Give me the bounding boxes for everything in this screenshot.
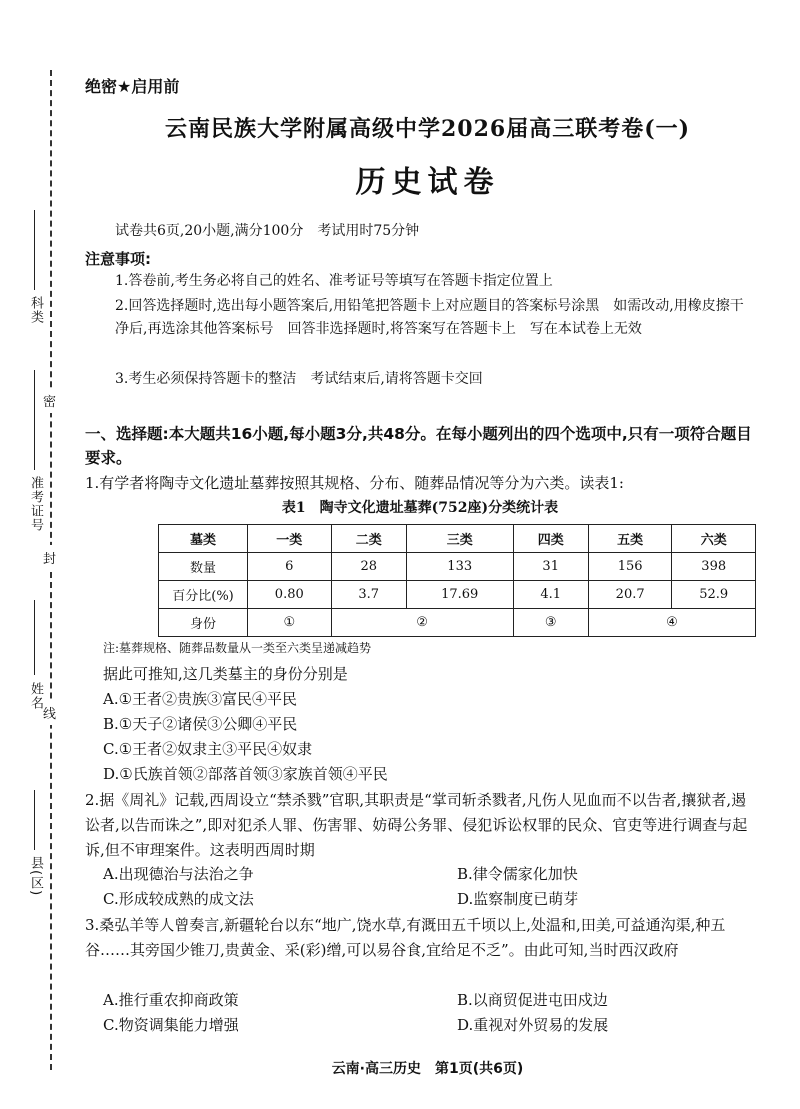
table-cell: 一类 <box>248 525 332 553</box>
county-label: 县(区) <box>28 856 43 897</box>
seal-char-feng: 封 <box>43 545 56 570</box>
notice-item-3: 3.考生必须保持答题卡的整洁 考试结束后,请将答题卡交回 <box>115 371 483 387</box>
q3-option-b: B.以商贸促进屯田戍边 <box>457 991 608 1009</box>
table-cell: 28 <box>331 553 406 581</box>
exam-meta: 试卷共6页,20小题,满分100分 考试用时75分钟 <box>115 223 420 239</box>
table-cell: 五类 <box>588 525 672 553</box>
exam-id-blank <box>34 370 35 470</box>
section-heading: 一、选择题:本大题共16小题,每小题3分,共48分。在每小题列出的四个选项中,只有一项符合题目要求。 <box>85 425 752 467</box>
table-cell: ② <box>331 609 513 637</box>
table-cell: 百分比(%) <box>159 581 248 609</box>
q1-stem: 1.有学者将陶寺文化遗址墓葬按照其规格、分布、随葬品情况等分为六类。读表1: <box>85 474 624 492</box>
table-cell: 二类 <box>331 525 406 553</box>
table-cell: 六类 <box>672 525 756 553</box>
table-cell: 31 <box>513 553 588 581</box>
q2-option-c: C.形成较成熟的成文法 <box>103 890 254 908</box>
exam-id-label: 准考证号 <box>28 476 43 532</box>
table-row <box>159 553 756 581</box>
table-cell: 四类 <box>513 525 588 553</box>
q3-option-a: A.推行重农抑商政策 <box>103 991 239 1009</box>
exam-id-field <box>18 370 52 550</box>
table-cell: 3.7 <box>331 581 406 609</box>
table-cell: 52.9 <box>672 581 756 609</box>
table-row <box>159 581 756 609</box>
county-field <box>18 790 52 920</box>
seal-char-mi: 密 <box>43 388 56 413</box>
subject-title: 历史试卷 <box>355 165 500 200</box>
table-cell: 0.80 <box>248 581 332 609</box>
q3-option-d: D.重视对外贸易的发展 <box>457 1016 609 1034</box>
seal-char-xian: 线 <box>43 700 56 725</box>
page-footer: 云南·高三历史 第1页(共6页) <box>331 1061 524 1077</box>
table-cell: 17.69 <box>406 581 513 609</box>
table-cell: 数量 <box>159 553 248 581</box>
notice-heading: 注意事项: <box>85 250 151 268</box>
table-cell: 4.1 <box>513 581 588 609</box>
q2-stem: 2.据《周礼》记载,西周设立“禁杀戮”官职,其职责是“掌司斩杀戮者,凡伤人见血而不以告者,攘狱者,遏讼者,以告而诛之”,即对犯杀人罪、伤害罪、妨碍公务罪、侵犯诉讼权罪的民众、官吏等进行调查与起诉,但不审理案件。这表明西周时期 <box>85 791 748 859</box>
subject-blank <box>34 210 35 290</box>
name-field <box>18 600 52 730</box>
q1-option-d: D.①氏族首领②部落首领③家族首领④平民 <box>103 765 388 783</box>
q2-option-a: A.出现德治与法治之争 <box>103 865 254 883</box>
name-label: 姓名 <box>28 682 43 710</box>
county-blank <box>34 790 35 850</box>
notice-item-2: 2.回答选择题时,选出每小题答案后,用铅笔把答题卡上对应题目的答案标号涂黑 如需改动,用橡皮擦干净后,再选涂其他答案标号 回答非选择题时,将答案写在答题卡上 写在本试卷上无效 <box>115 298 744 337</box>
subject-label: 科类 <box>28 296 43 324</box>
table-cell: 156 <box>588 553 672 581</box>
subject-field <box>18 210 52 340</box>
confidential-mark: 绝密★启用前 <box>85 77 180 96</box>
table-cell: ④ <box>588 609 755 637</box>
q1-option-b: B.①天子②诸侯③公卿④平民 <box>103 715 298 733</box>
table-cell: ① <box>248 609 332 637</box>
name-blank <box>34 600 35 675</box>
q2-option-b: B.律令儒家化加快 <box>457 865 578 883</box>
q1-question: 据此可推知,这几类墓主的身份分别是 <box>103 665 348 683</box>
table-cell: 20.7 <box>588 581 672 609</box>
table-cell: 身份 <box>159 609 248 637</box>
table-cell: 三类 <box>406 525 513 553</box>
q2-option-d: D.监察制度已萌芽 <box>457 890 579 908</box>
table-cell: 133 <box>406 553 513 581</box>
q3-stem: 3.桑弘羊等人曾奏言,新疆轮台以东“地广,饶水草,有溉田五千顷以上,处温和,田美,可益通沟渠,种五谷……其旁国少锥刀,贵黄金、采(彩)缯,可以易谷食,宜给足不乏”。由此可知,当时西汉政府 <box>85 916 726 959</box>
table-cell: 墓类 <box>159 525 248 553</box>
notice-item-1: 1.答卷前,考生务必将自己的姓名、准考证号等填写在答题卡指定位置上 <box>115 273 553 289</box>
q3-option-c: C.物资调集能力增强 <box>103 1016 239 1034</box>
table-cell: 398 <box>672 553 756 581</box>
binding-margin <box>0 0 62 1109</box>
q1-table-note: 注:墓葬规格、随葬品数量从一类至六类呈递减趋势 <box>103 641 372 655</box>
table-header-row <box>159 525 756 553</box>
q1-option-c: C.①王者②奴隶主③平民④奴隶 <box>103 740 313 758</box>
table-cell: 6 <box>248 553 332 581</box>
q1-stats-table <box>158 524 756 637</box>
table-row <box>159 609 756 637</box>
exam-title: 云南民族大学附属高级中学2026届高三联考卷(一) <box>164 116 691 142</box>
table-cell: ③ <box>513 609 588 637</box>
q1-table-caption: 表1 陶寺文化遗址墓葬(752座)分类统计表 <box>281 500 559 516</box>
q1-option-a: A.①王者②贵族③富民④平民 <box>103 690 298 708</box>
